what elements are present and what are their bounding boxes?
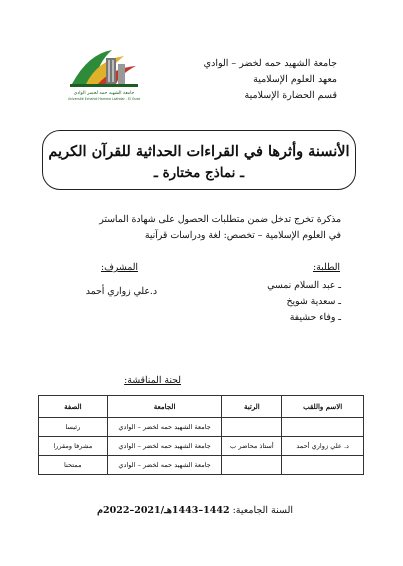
column-header: الصفة — [39, 396, 108, 418]
table-cell: د. علي زواري أحمد — [282, 437, 364, 456]
committee-table — [38, 395, 364, 475]
institute-name: معهد العلوم الإسلامية — [253, 74, 337, 85]
university-name: جامعة الشهيد حمه لخضر – الوادي — [203, 58, 337, 69]
academic-year-label: السنة الجامعية: — [232, 505, 293, 516]
thesis-title: الأنسنة وأثرها في القراءات الحداثية للقرآن الكريم — [48, 143, 350, 160]
students-label: الطلبة: — [312, 262, 340, 273]
academic-year-value: 1442–1443هـ/2021–2022م — [97, 505, 230, 516]
table-header-row — [39, 396, 364, 418]
column-header: الاسم واللقب — [282, 396, 364, 418]
title-frame — [42, 130, 356, 190]
student-name: ـ عبد السلام نمسي — [267, 280, 341, 291]
table-cell: جامعة الشهيد حمه لخضر – الوادي — [107, 456, 222, 475]
table-cell: رئيسا — [39, 418, 108, 437]
students-list — [231, 278, 341, 326]
specialty-statement: في العلوم الإسلامية – تخصص: لغة ودراسات قرآنية — [144, 230, 341, 241]
student-name: ـ وفاء حشيفة — [289, 312, 341, 323]
table-row — [39, 456, 364, 475]
table-cell: أستاذ محاضر ب — [222, 437, 282, 456]
table-cell — [222, 418, 282, 437]
table-row — [39, 437, 364, 456]
committee-label: لجنة المناقشة: — [124, 375, 181, 386]
table-row — [39, 418, 364, 437]
column-header: الرتبة — [222, 396, 282, 418]
degree-statement: مذكرة تخرج تدخل ضمن متطلبات الحصول على شهادة الماستر — [99, 214, 341, 225]
supervisor-name: د.علي زواري أحمد — [85, 286, 157, 297]
thesis-subtitle: ـ نماذج مختارة ـ — [153, 165, 245, 181]
table-cell: جامعة الشهيد حمه لخضر – الوادي — [107, 437, 222, 456]
academic-year — [97, 505, 293, 516]
table-cell: ممتحنا — [39, 456, 108, 475]
university-logo — [68, 44, 140, 104]
table-cell: جامعة الشهيد حمه لخضر – الوادي — [107, 418, 222, 437]
svg-text:Université Echahid Hamma Lakhd: Université Echahid Hamma Lakhdar - El Oued — [68, 97, 140, 101]
department-name: قسم الحضارة الإسلامية — [244, 90, 337, 101]
student-name: ـ سعدية شويخ — [286, 296, 341, 307]
svg-text:جامعة الشهيد حمه لخضر الوادي: جامعة الشهيد حمه لخضر الوادي — [73, 91, 135, 96]
table-cell — [282, 418, 364, 437]
supervisor-label: المشرف: — [101, 262, 138, 273]
table-cell — [282, 456, 364, 475]
column-header: الجامعة — [107, 396, 222, 418]
table-cell — [222, 456, 282, 475]
table-cell: مشرفا ومقررا — [39, 437, 108, 456]
